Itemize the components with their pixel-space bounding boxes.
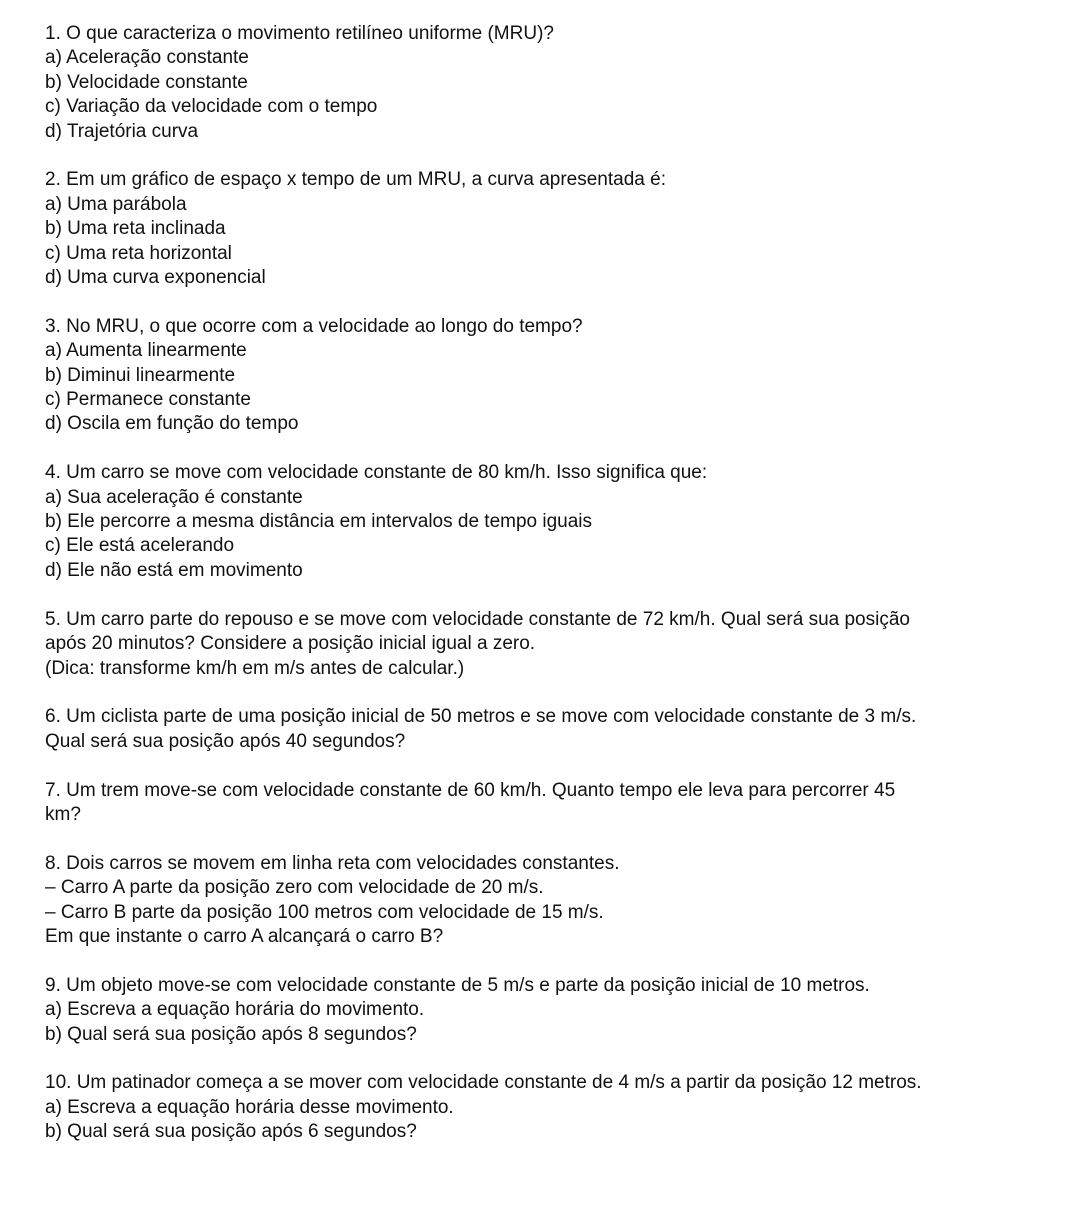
question-10-item-a: a) Escreva a equação horária desse movimento. <box>45 1096 454 1118</box>
question-2-option-c: c) Uma reta horizontal <box>45 242 232 264</box>
question-8-car-b: – Carro B parte da posição 100 metros com velocidade de 15 m/s. <box>45 901 604 923</box>
question-3-statement: 3. No MRU, o que ocorre com a velocidade ao longo do tempo? <box>45 315 583 337</box>
question-8-prompt: Em que instante o carro A alcançará o carro B? <box>45 925 444 947</box>
question-5 <box>45 608 1055 681</box>
question-2-statement: 2. Em um gráfico de espaço x tempo de um MRU, a curva apresentada é: <box>45 169 666 191</box>
question-3-option-b: b) Diminui linearmente <box>45 364 236 386</box>
question-1 <box>45 22 1055 144</box>
question-8-statement: 8. Dois carros se movem em linha reta com velocidades constantes. <box>45 852 620 874</box>
question-6-statement-line-2: Qual será sua posição após 40 segundos? <box>45 730 406 752</box>
question-7-statement-line-1: 7. Um trem move-se com velocidade constante de 60 km/h. Quanto tempo ele leva para percorrer 45 <box>45 779 896 801</box>
question-5-statement-line-1: 5. Um carro parte do repouso e se move com velocidade constante de 72 km/h. Qual será sua posição <box>45 608 910 630</box>
question-4-option-d: d) Ele não está em movimento <box>45 559 303 581</box>
question-1-option-c: c) Variação da velocidade com o tempo <box>45 96 378 118</box>
question-5-hint: (Dica: transforme km/h em m/s antes de calcular.) <box>45 657 465 679</box>
question-1-option-d: d) Trajetória curva <box>45 120 199 142</box>
question-9-statement: 9. Um objeto move-se com velocidade constante de 5 m/s e parte da posição inicial de 10 metros. <box>45 974 870 996</box>
question-3-option-a: a) Aumenta linearmente <box>45 340 247 362</box>
question-10-statement: 10. Um patinador começa a se mover com velocidade constante de 4 m/s a partir da posição 12 metros. <box>45 1072 922 1094</box>
question-1-statement: 1. O que caracteriza o movimento retilíneo uniforme (MRU)? <box>45 23 554 44</box>
exercise-sheet <box>45 22 1055 1169</box>
question-4-option-b: b) Ele percorre a mesma distância em intervalos de tempo iguais <box>45 511 593 533</box>
question-10 <box>45 1071 1055 1144</box>
question-1-option-a: a) Aceleração constante <box>45 47 249 69</box>
question-4-option-c: c) Ele está acelerando <box>45 535 235 557</box>
question-8 <box>45 852 1055 950</box>
question-2-option-a: a) Uma parábola <box>45 193 187 215</box>
question-6 <box>45 705 1055 754</box>
question-4-option-a: a) Sua aceleração é constante <box>45 486 303 508</box>
question-9-item-b: b) Qual será sua posição após 8 segundos? <box>45 1023 417 1045</box>
question-5-statement-line-2: após 20 minutos? Considere a posição inicial igual a zero. <box>45 633 536 655</box>
question-1-option-b: b) Velocidade constante <box>45 71 248 93</box>
question-3-option-c: c) Permanece constante <box>45 389 251 411</box>
question-2-option-b: b) Uma reta inclinada <box>45 218 226 240</box>
question-8-car-a: – Carro A parte da posição zero com velocidade de 20 m/s. <box>45 877 544 899</box>
question-9 <box>45 974 1055 1047</box>
question-2 <box>45 168 1055 290</box>
question-2-option-d: d) Uma curva exponencial <box>45 267 266 289</box>
question-10-item-b: b) Qual será sua posição após 6 segundos? <box>45 1121 417 1143</box>
question-3 <box>45 315 1055 437</box>
question-4 <box>45 461 1055 583</box>
question-3-option-d: d) Oscila em função do tempo <box>45 413 299 435</box>
question-7 <box>45 779 1055 828</box>
question-9-item-a: a) Escreva a equação horária do movimento. <box>45 999 425 1021</box>
question-4-statement: 4. Um carro se move com velocidade constante de 80 km/h. Isso significa que: <box>45 462 708 484</box>
question-6-statement-line-1: 6. Um ciclista parte de uma posição inicial de 50 metros e se move com velocidade constante de 3 m/s. <box>45 706 917 728</box>
question-7-statement-line-2: km? <box>45 803 81 825</box>
